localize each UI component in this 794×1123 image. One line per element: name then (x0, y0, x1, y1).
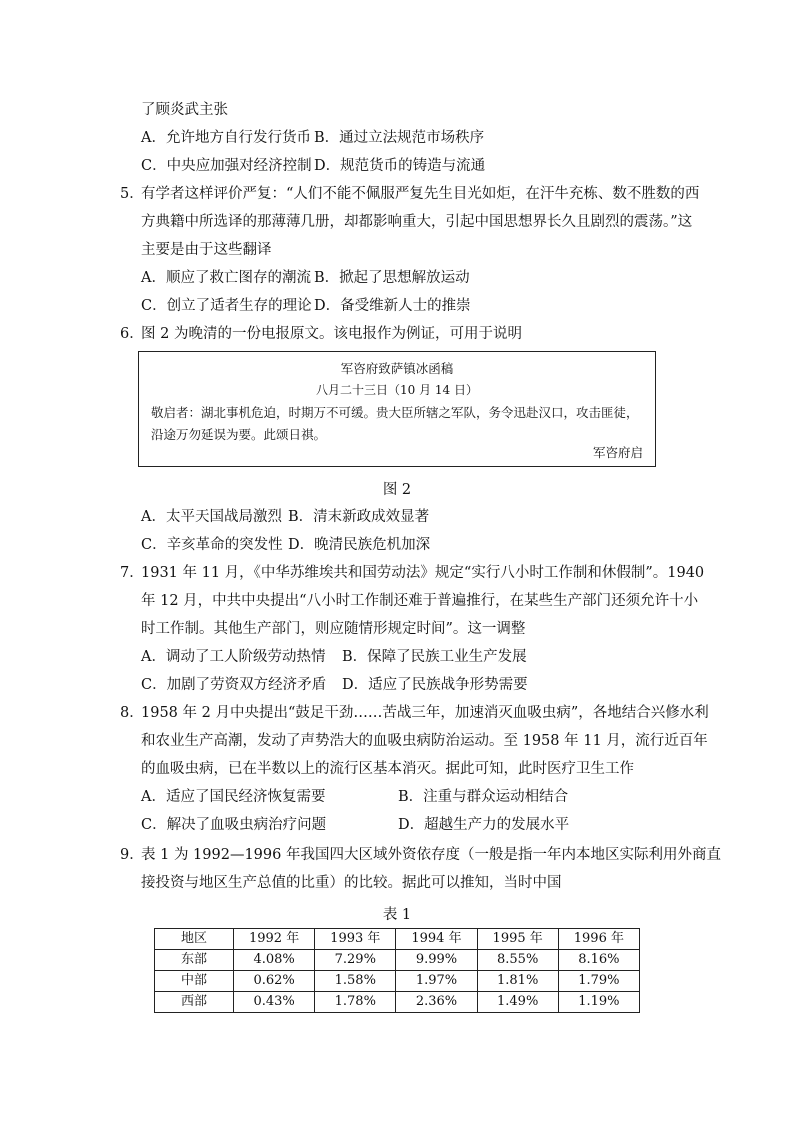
table-cell: 7.29% (315, 950, 396, 971)
table-cell: 0.62% (234, 971, 315, 992)
q5-stem-line-3: 主要是由于这些翻译 (141, 242, 272, 258)
table-cell: 0.43% (234, 992, 315, 1013)
table-row (155, 971, 640, 992)
q5-number: 5． (120, 186, 144, 202)
q8-option-d: D．超越生产力的发展水平 (398, 817, 570, 833)
q9-stem-line-1: 表 1 为 1992—1996 年我国四大区域外资依存度（一般是指一年内本地区实际利用外商直 (141, 847, 721, 863)
table-cell: 1.81% (477, 971, 558, 992)
table-header-cell: 1995 年 (477, 929, 558, 950)
telegram-figure (138, 351, 656, 467)
table-cell: 2.36% (396, 992, 477, 1013)
table-header-cell: 地区 (155, 929, 234, 950)
q7-stem-line-2: 年 12 月，中共中央提出“八小时工作制还难于普遍推行，在某些生产部门还须允许十小 (141, 593, 699, 609)
table-cell: 1.49% (477, 992, 558, 1013)
q6-option-b: B．清末新政成效显著 (288, 509, 430, 525)
q9-stem-line-2: 接投资与地区生产总值的比重）的比较。据此可以推知，当时中国 (141, 875, 562, 891)
q7-option-c: C．加剧了劳资双方经济矛盾 (141, 677, 327, 693)
q5-option-c: C．创立了适者生存的理论 (141, 298, 312, 314)
table-header-cell: 1994 年 (396, 929, 477, 950)
table-cell: 1.78% (315, 992, 396, 1013)
q7-stem-line-3: 时工作制。其他生产部门，则应随情形规定时间”。这一调整 (141, 621, 526, 637)
table-cell: 1.58% (315, 971, 396, 992)
telegram-title: 军咨府致萨镇冰函稿 (340, 361, 454, 376)
telegram-date: 八月二十三日（10 月 14 日） (316, 383, 478, 397)
q5-stem-line-1: 有学者这样评价严复：“人们不能不佩服严复先生目光如炬，在汗牛充栋、数不胜数的西 (141, 186, 700, 202)
q4-option-c: C．中央应加强对经济控制 (141, 158, 312, 174)
table-row (155, 992, 640, 1013)
telegram-signature: 军咨府启 (592, 445, 643, 460)
table-header-cell: 1992 年 (234, 929, 315, 950)
q8-stem-line-3: 的血吸虫病，已在半数以上的流行区基本消灭。据此可知，此时医疗卫生工作 (141, 761, 634, 777)
table-cell: 东部 (155, 950, 234, 971)
table-header-cell: 1993 年 (315, 929, 396, 950)
q7-option-a: A．调动了工人阶级劳动热情 (141, 649, 326, 665)
table-cell: 1.97% (396, 971, 477, 992)
table-cell: 1.19% (558, 992, 639, 1013)
table-cell: 中部 (155, 971, 234, 992)
q9-number: 9． (120, 847, 144, 863)
q6-number: 6． (120, 326, 144, 342)
table-header-row (155, 929, 640, 950)
q7-option-b: B．保障了民族工业生产发展 (342, 649, 527, 665)
table-cell: 1.79% (558, 971, 639, 992)
q8-option-a: A．适应了国民经济恢复需要 (141, 789, 326, 805)
table-cell: 8.55% (477, 950, 558, 971)
q8-number: 8． (120, 705, 144, 721)
q4-stem-tail: 了顾炎武主张 (141, 102, 228, 118)
table-cell: 8.16% (558, 950, 639, 971)
table-cell: 4.08% (234, 950, 315, 971)
q5-option-b: B．掀起了思想解放运动 (314, 270, 470, 286)
q6-option-a: A．太平天国战局激烈 (141, 509, 282, 525)
table-cell: 9.99% (396, 950, 477, 971)
q7-stem-line-1: 1931 年 11 月，《中华苏维埃共和国劳动法》规定“实行八小时工作制和休假制”。1940 (141, 565, 705, 581)
q5-option-a: A．顺应了救亡图存的潮流 (141, 270, 311, 286)
telegram-body: 敬启者：湖北事机危迫，时期万不可缓。贵大臣所辖之军队，务令迅赴汉口，攻击匪徒，沿途万勿延误为要。此颂日祺。 (151, 405, 639, 442)
table-caption: 表 1 (382, 907, 412, 923)
table-cell: 西部 (155, 992, 234, 1013)
q6-option-d: D．晚清民族危机加深 (288, 537, 431, 553)
q4-option-a: A．允许地方自行发行货币 (141, 130, 311, 146)
q8-option-c: C．解决了血吸虫病治疗问题 (141, 817, 327, 833)
q4-option-b: B．通过立法规范市场秩序 (314, 130, 485, 146)
q8-stem-line-1: 1958 年 2 月中央提出“鼓足干劲……苦战三年，加速消灭血吸虫病”，各地结合兴修水利 (141, 705, 709, 721)
q5-option-d: D．备受维新人士的推崇 (314, 298, 471, 314)
q6-stem: 图 2 为晚清的一份电报原文。该电报作为例证，可用于说明 (141, 326, 522, 342)
table-row (155, 950, 640, 971)
fdi-dependency-table (154, 928, 640, 1013)
q7-number: 7． (120, 565, 144, 581)
q5-stem-line-2: 方典籍中所选译的那薄薄几册，却都影响重大，引起中国思想界长久且剧烈的震荡。”这 (141, 214, 693, 230)
table-header-cell: 1996 年 (558, 929, 639, 950)
q4-option-d: D．规范货币的铸造与流通 (314, 158, 486, 174)
figure-caption: 图 2 (382, 482, 412, 498)
q6-option-c: C．辛亥革命的突发性 (141, 537, 283, 553)
q8-option-b: B．注重与群众运动相结合 (398, 789, 569, 805)
q7-option-d: D．适应了民族战争形势需要 (342, 677, 528, 693)
q8-stem-line-2: 和农业生产高潮，发动了声势浩大的血吸虫病防治运动。至 1958 年 11 月，流行近百年 (141, 733, 708, 749)
